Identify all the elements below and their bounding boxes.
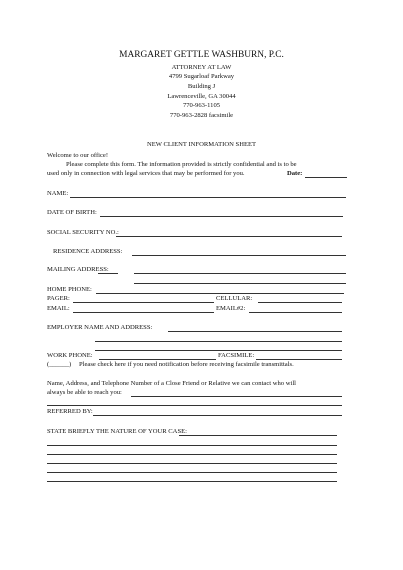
email-label: EMAIL: <box>47 305 70 312</box>
fax-number: 770-963-2828 facsimile <box>169 112 234 119</box>
name-label: NAME: <box>47 190 69 197</box>
firm-name: MARGARET GETTLE WASHBURN, P.C. <box>119 50 284 60</box>
employer-field-2[interactable] <box>95 341 342 342</box>
referred-by-field[interactable] <box>93 415 342 416</box>
home-phone-field[interactable] <box>96 293 344 294</box>
intro-line-2: used only in connection with legal services that may be performed for you. <box>47 170 245 177</box>
dob-label: DATE OF BIRTH: <box>47 209 97 216</box>
mailing-label: MAILING ADDRESS: <box>47 266 109 273</box>
cellular-label: CELLULAR: <box>216 295 253 302</box>
mailing-field-2[interactable] <box>134 283 346 284</box>
employer-field-1[interactable] <box>168 331 342 332</box>
contact-text-2: always be able to reach you: <box>47 389 122 396</box>
facsimile-field[interactable] <box>256 359 342 360</box>
email2-field[interactable] <box>249 312 342 313</box>
fax-notify-text: Please check here if you need notification before receiving facsimile transmittals. <box>79 361 294 368</box>
pager-field[interactable] <box>73 302 214 303</box>
case-label: STATE BRIEFLY THE NATURE OF YOUR CASE: <box>47 428 187 435</box>
cellular-field[interactable] <box>258 302 342 303</box>
mailing-field-lead[interactable] <box>98 273 118 274</box>
phone-number: 770-963-1105 <box>182 102 221 109</box>
sheet-title: NEW CLIENT INFORMATION SHEET <box>146 141 257 148</box>
city-state-zip: Lawrenceville, GA 30044 <box>167 93 236 100</box>
street-address: 4799 Sugarloaf Parkway <box>168 73 235 80</box>
employer-field-3[interactable] <box>95 350 342 351</box>
name-field[interactable] <box>70 197 346 198</box>
fax-notify-checkbox[interactable]: (______) <box>47 361 72 368</box>
firm-subtitle: ATTORNEY AT LAW <box>171 64 232 71</box>
case-field-3[interactable] <box>47 454 337 455</box>
contact-field-2[interactable] <box>47 405 342 406</box>
case-field-2[interactable] <box>47 445 337 446</box>
home-phone-label: HOME PHONE: <box>47 286 92 293</box>
mailing-field-1[interactable] <box>134 273 346 274</box>
case-field-5[interactable] <box>47 472 337 473</box>
date-label: Date: <box>287 170 303 177</box>
date-field[interactable] <box>305 177 347 178</box>
welcome-text: Welcome to our office! <box>47 152 109 159</box>
case-field-6[interactable] <box>47 481 337 482</box>
work-phone-field[interactable] <box>99 359 216 360</box>
case-field-1[interactable] <box>179 435 337 436</box>
contact-field-1[interactable] <box>131 396 342 397</box>
pager-label: PAGER: <box>47 295 70 302</box>
employer-label: EMPLOYER NAME AND ADDRESS: <box>47 324 153 331</box>
email-field[interactable] <box>73 312 214 313</box>
ssn-field[interactable] <box>116 236 342 237</box>
building: Building J <box>187 83 216 90</box>
dob-field[interactable] <box>100 216 343 217</box>
residence-label: RESIDENCE ADDRESS: <box>53 248 123 255</box>
case-field-4[interactable] <box>47 463 337 464</box>
email2-label: EMAIL#2: <box>216 305 246 312</box>
contact-text-1: Name, Address, and Telephone Number of a Close Friend or Relative we can contact who will <box>47 380 296 387</box>
residence-field[interactable] <box>132 255 346 256</box>
ssn-label: SOCIAL SECURITY NO.: <box>47 229 119 236</box>
work-phone-label: WORK PHONE: <box>47 352 93 359</box>
facsimile-label: FACSIMILE: <box>218 352 255 359</box>
intro-line-1: Please complete this form. The information provided is strictly confidential and is to be <box>66 161 297 168</box>
referred-by-label: REFERRED BY: <box>47 408 93 415</box>
